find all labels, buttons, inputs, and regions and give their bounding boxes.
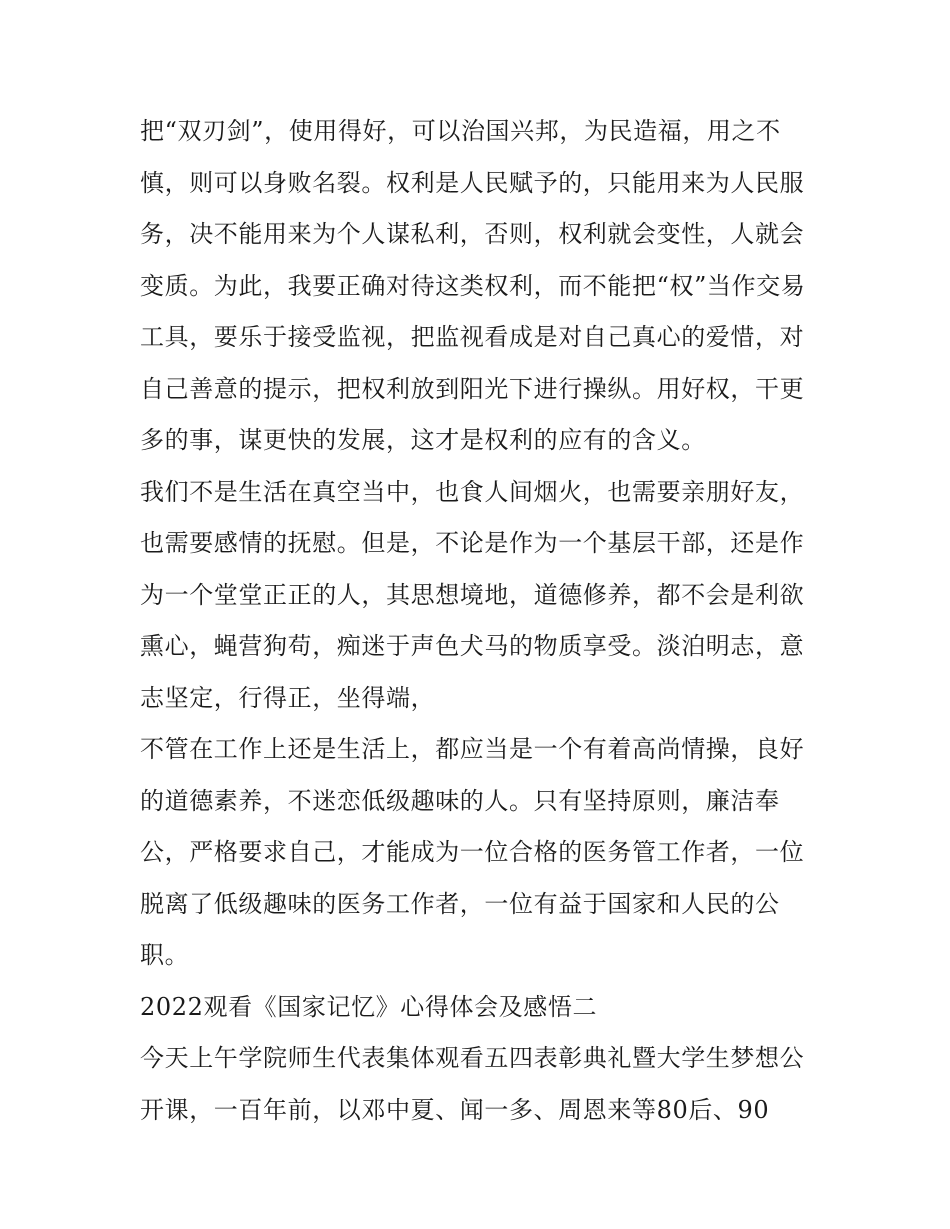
text-line: 务，决不能用来为个人谋私利，否则，权利就会变性，人就会 — [140, 220, 805, 248]
text-line: 的道德素养，不迷恋低级趣味的人。只有坚持原则，廉洁奉 — [140, 786, 780, 815]
text-line: 熏心，蝇营狗苟，痴迷于声色犬马的物质享受。淡泊明志，意 — [140, 632, 805, 660]
text-line: 把“双刃剑”，使用得好，可以治国兴邦，为民造福，用之不 — [140, 117, 781, 145]
text-line: 工具，要乐于接受监视，把监视看成是对自己真心的爱惜，对 — [140, 323, 805, 351]
text-line: 不管在工作上还是生活上，都应当是一个有着高尚情操，良好 — [140, 735, 805, 763]
text-line: 为一个堂堂正正的人，其思想境地，道德修养，都不会是利欲 — [140, 580, 805, 609]
text-line: 公，严格要求自己，才能成为一位合格的医务管工作者，一位 — [140, 838, 805, 866]
text-line: 职。 — [140, 941, 190, 969]
text-line: 开课，一百年前，以邓中夏、闻一多、周恩来等80后、90 — [140, 1095, 770, 1124]
text-line: 变质。为此，我要正确对待这类权利，而不能把“权”当作交易 — [140, 271, 806, 300]
text-line: 也需要感情的抚慰。但是，不论是作为一个基层干部，还是作 — [140, 529, 805, 557]
text-line: 今天上午学院师生代表集体观看五四表彰典礼暨大学生梦想公 — [140, 1044, 805, 1072]
text-line: 慎，则可以身败名裂。权利是人民赋予的，只能用来为人民服 — [140, 168, 805, 197]
document-body — [140, 106, 820, 1136]
text-line: 志坚定，行得正，坐得端， — [140, 683, 436, 712]
text-line: 多的事，谋更快的发展，这才是权利的应有的含义。 — [140, 426, 706, 454]
text-line: 我们不是生活在真空当中，也食人间烟火，也需要亲朋好友， — [140, 477, 805, 506]
text-line: 自己善意的提示，把权利放到阳光下进行操纵。用好权，干更 — [140, 374, 805, 403]
section-heading: 2022观看《国家记忆》心得体会及感悟二 — [140, 992, 598, 1021]
text-line: 脱离了低级趣味的医务工作者，一位有益于国家和人民的公 — [140, 889, 780, 918]
